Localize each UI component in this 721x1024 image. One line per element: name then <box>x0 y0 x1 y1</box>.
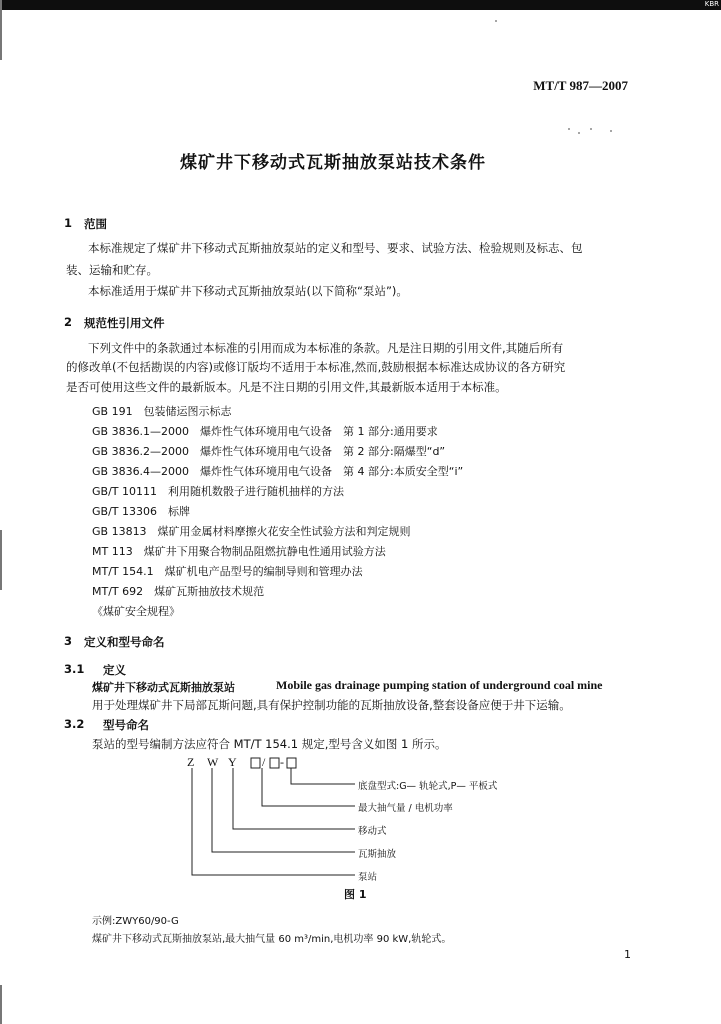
reference-item: GB/T 10111 利用随机数骰子进行随机抽样的方法 <box>92 485 344 498</box>
section-1-number: 1 <box>64 216 73 230</box>
section-3-2-number: 3.2 <box>64 717 85 731</box>
reference-item: GB 3836.1—2000 爆炸性气体环境用电气设备 第 1 部分:通用要求 <box>92 425 438 438</box>
figure-label-chassis: 底盘型式:G— 轨轮式,P— 平板式 <box>358 781 498 792</box>
document-title: 煤矿井下移动式瓦斯抽放泵站技术条件 <box>180 153 486 173</box>
section-2-intro-line1: 下列文件中的条款通过本标准的引用而成为本标准的条款。凡是注日期的引用文件,其随后所有 <box>88 341 564 355</box>
term-definition: 用于处理煤矿井下局部瓦斯问题,具有保护控制功能的瓦斯抽放设备,整套设备应便于井下运输。 <box>92 698 571 712</box>
section-1-para1-line2: 装、运输和贮存。 <box>66 263 158 277</box>
example-line1: 示例:ZWY60/90-G <box>92 916 179 927</box>
section-3-number: 3 <box>64 634 73 648</box>
section-1-para2: 本标准适用于煤矿井下移动式瓦斯抽放泵站(以下简称“泵站”)。 <box>88 284 408 298</box>
code-box <box>251 758 260 768</box>
reference-item: MT 113 煤矿井下用聚合物制品阻燃抗静电性通用试验方法 <box>92 545 386 558</box>
leader-mobile <box>233 768 355 829</box>
reference-item: MT/T 154.1 煤矿机电产品型号的编制导则和管理办法 <box>92 565 363 578</box>
reference-item: GB 3836.4—2000 爆炸性气体环境用电气设备 第 4 部分:本质安全型“i” <box>92 465 464 478</box>
page-number: 1 <box>624 948 631 961</box>
reference-item: GB 3836.2—2000 爆炸性气体环境用电气设备 第 2 部分:隔爆型“d” <box>92 445 446 458</box>
leader-chassis <box>291 768 355 784</box>
section-2-intro-line2: 的修改单(不包括勘误的内容)或修订版均不适用于本标准,然而,鼓励根据本标准达成协议的各方研究 <box>66 360 566 374</box>
code-letter-w: W <box>207 755 219 769</box>
section-3-heading: 定义和型号命名 <box>84 635 165 649</box>
figure-label-mobile: 移动式 <box>358 826 387 837</box>
standard-number: MT/T 987—2007 <box>533 78 628 93</box>
figure-label-drainage: 瓦斯抽放 <box>358 849 397 860</box>
section-1-heading: 范围 <box>84 217 107 231</box>
section-3-2-text: 泵站的型号编制方法应符合 MT/T 154.1 规定,型号含义如图 1 所示。 <box>92 737 447 751</box>
term-english: Mobile gas drainage pumping station of underground coal mine <box>276 678 603 692</box>
code-box <box>270 758 279 768</box>
figure-label-station: 泵站 <box>358 872 378 883</box>
code-box <box>287 758 296 768</box>
section-2-number: 2 <box>64 315 73 329</box>
section-2-heading: 规范性引用文件 <box>84 316 165 330</box>
code-slash: / <box>262 755 266 769</box>
corner-mark: KBR <box>704 0 719 8</box>
reference-item: GB 191 包装储运图示标志 <box>92 405 232 418</box>
term-chinese: 煤矿井下移动式瓦斯抽放泵站 <box>92 681 235 694</box>
code-dash: - <box>280 755 284 769</box>
figure-label-capacity: 最大抽气量 / 电机功率 <box>358 803 453 814</box>
reference-item: MT/T 692 煤矿瓦斯抽放技术规范 <box>92 585 265 598</box>
reference-item: 《煤矿安全规程》 <box>92 605 180 618</box>
section-2-intro-line3: 是否可使用这些文件的最新版本。凡是不注日期的引用文件,其最新版本适用于本标准。 <box>66 380 507 394</box>
leader-capacity <box>262 768 355 806</box>
code-letter-y: Y <box>228 755 237 769</box>
section-3-1-heading: 定义 <box>103 663 126 677</box>
section-3-2-heading: 型号命名 <box>103 718 149 732</box>
section-3-1-number: 3.1 <box>64 662 85 676</box>
figure-caption: 图 1 <box>344 888 367 901</box>
code-letter-z: Z <box>187 755 195 769</box>
reference-item: GB 13813 煤矿用金属材料摩擦火花安全性试验方法和判定规则 <box>92 525 411 538</box>
example-line2: 煤矿井下移动式瓦斯抽放泵站,最大抽气量 60 m³/min,电机功率 90 kW,轨轮式。 <box>92 934 452 945</box>
section-1-para1-line1: 本标准规定了煤矿井下移动式瓦斯抽放泵站的定义和型号、要求、试验方法、检验规则及标志、包 <box>88 241 583 255</box>
reference-item: GB/T 13306 标牌 <box>92 505 190 518</box>
